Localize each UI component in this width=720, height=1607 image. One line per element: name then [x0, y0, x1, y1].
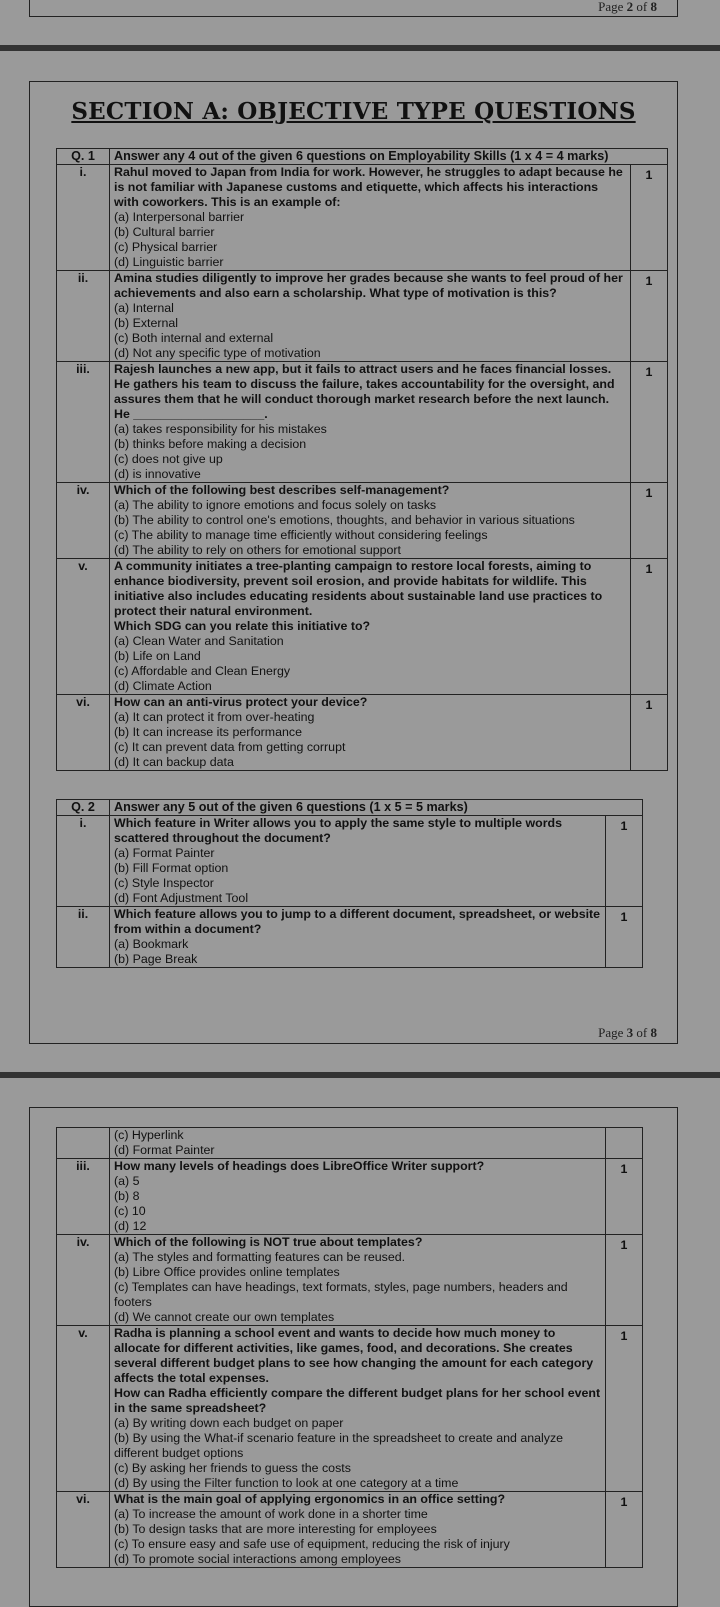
- option: (a) Clean Water and Sanitation: [114, 634, 284, 648]
- option: (d) Font Adjustment Tool: [114, 891, 249, 905]
- option: (a) By writing down each budget on paper: [114, 1416, 344, 1430]
- page-separator: [0, 45, 720, 51]
- question-text: Which of the following best describes self-management?: [114, 483, 450, 497]
- question-text: Rahul moved to Japan from India for work. However, he struggles to adapt because he is not familiar with Japanese customs and etiquette, which affects his interactions with coworkers. This is an example of:: [114, 165, 623, 209]
- marks: 1: [631, 483, 668, 559]
- option: (b) 8: [114, 1189, 140, 1203]
- question-text: How many levels of headings does LibreOffice Writer support?: [114, 1159, 485, 1173]
- option: (d) 12: [114, 1219, 147, 1233]
- question-body: [110, 1159, 606, 1235]
- option: (a) 5: [114, 1174, 140, 1188]
- option: (a) It can protect it from over-heating: [114, 710, 315, 724]
- question-body: [110, 695, 631, 771]
- marks: 1: [606, 1235, 643, 1326]
- option: (a) Internal: [114, 301, 174, 315]
- q2-continued-table: [56, 1127, 643, 1568]
- question-text: Which of the following is NOT true about templates?: [114, 1235, 423, 1249]
- q2-number: Q. 2: [57, 800, 110, 816]
- question-number: vi.: [57, 1492, 110, 1568]
- question-row: [57, 1235, 643, 1326]
- question-text: Amina studies diligently to improve her grades because she wants to feel proud of her achievements and also earn a scholarship. What type of motivation is this?: [114, 271, 623, 300]
- option: (c) The ability to manage time efficiently without considering feelings: [114, 528, 488, 542]
- marks: 1: [631, 362, 668, 483]
- marks: 1: [606, 1159, 643, 1235]
- option: (c) does not give up: [114, 452, 223, 466]
- option: (d) Format Painter: [114, 1143, 215, 1157]
- question-row: [57, 165, 668, 271]
- option: (d) Linguistic barrier: [114, 255, 224, 269]
- question-body: [110, 816, 606, 907]
- q2-header: Answer any 5 out of the given 6 questions (1 x 5 = 5 marks): [110, 800, 643, 816]
- option: (a) Bookmark: [114, 937, 189, 951]
- option: (c) Physical barrier: [114, 240, 218, 254]
- page-3: [29, 81, 678, 1044]
- option: (d) Climate Action: [114, 679, 212, 693]
- marks: 1: [606, 1326, 643, 1492]
- question-number: ii.: [57, 271, 110, 362]
- option: (b) Page Break: [114, 952, 198, 966]
- option: (b) It can increase its performance: [114, 725, 303, 739]
- option: (c) Style Inspector: [114, 876, 214, 890]
- option: (c) Hyperlink: [114, 1128, 184, 1142]
- question-row: [57, 1492, 643, 1568]
- marks: 1: [606, 907, 643, 968]
- q1-header: Answer any 4 out of the given 6 questions on Employability Skills (1 x 4 = 4 marks): [110, 149, 668, 165]
- q1-items: [57, 165, 668, 771]
- marks: 1: [606, 1492, 643, 1568]
- page-number-3: Page 3 of 8: [598, 1025, 657, 1040]
- option: (d) By using the Filter function to look at one category at a time: [114, 1476, 459, 1490]
- option: (b) The ability to control one's emotions, thoughts, and behavior in various situations: [114, 513, 575, 527]
- option: (a) The styles and formatting features can be reused.: [114, 1250, 406, 1264]
- question-body: [110, 165, 631, 271]
- question-number: iii.: [57, 362, 110, 483]
- option: (b) By using the What-if scenario feature in the spreadsheet to create and analyze different budget options: [114, 1431, 564, 1460]
- question-number: iv.: [57, 483, 110, 559]
- question-number: i.: [57, 816, 110, 907]
- option: (b) To design tasks that are more interesting for employees: [114, 1522, 437, 1536]
- page-number-2: Page 2 of 8: [598, 0, 657, 14]
- q1-header-row: [57, 149, 668, 165]
- q1-table: [56, 148, 668, 771]
- question-text: Which feature allows you to jump to a different document, spreadsheet, or website from within a document?: [114, 907, 601, 936]
- marks: 1: [631, 559, 668, 695]
- marks: 1: [631, 165, 668, 271]
- question-number: v.: [57, 1326, 110, 1492]
- question-body: [110, 907, 606, 968]
- q2-continued-options: [110, 1128, 606, 1159]
- option: (d) is innovative: [114, 467, 201, 481]
- question-number: ii.: [57, 907, 110, 968]
- question-number: v.: [57, 559, 110, 695]
- option: (a) To increase the amount of work done in a shorter time: [114, 1507, 428, 1521]
- question-row: [57, 1159, 643, 1235]
- question-row: [57, 559, 668, 695]
- question-body: [110, 1326, 606, 1492]
- marks: 1: [606, 816, 643, 907]
- question-number: vi.: [57, 695, 110, 771]
- option: (b) Fill Format option: [114, 861, 229, 875]
- q2-header-row: [57, 800, 643, 816]
- question-text: How can an anti-virus protect your device?: [114, 695, 368, 709]
- option: (c) Templates can have headings, text formats, styles, page numbers, headers and footers: [114, 1280, 568, 1309]
- question-body: [110, 1492, 606, 1568]
- question-number: iv.: [57, 1235, 110, 1326]
- question-text: Rajesh launches a new app, but it fails to attract users and he faces financial losses. He gathers his team to discuss the failure, takes accountability for the oversight, and assures them that he will conduct thorough market research before the next launch. He ___________________.: [114, 362, 615, 421]
- question-row: [57, 1326, 643, 1492]
- marks: 1: [631, 695, 668, 771]
- question-text: Which feature in Writer allows you to apply the same style to multiple words scattered throughout the document?: [114, 816, 562, 845]
- option: (a) Interpersonal barrier: [114, 210, 245, 224]
- question-body: [110, 1235, 606, 1326]
- option: (b) Cultural barrier: [114, 225, 215, 239]
- option: (d) We cannot create our own templates: [114, 1310, 335, 1324]
- question-text: A community initiates a tree-planting campaign to restore local forests, aiming to enhance biodiversity, prevent soil erosion, and provide habitats for wildlife. This initiative also includes educating residents about sustainable land use practices to protect their natural environment. Which SDG can you relate this initiative to?: [114, 559, 603, 633]
- option: (b) thinks before making a decision: [114, 437, 307, 451]
- question-text: Radha is planning a school event and wants to decide how much money to allocate for different activities, like games, food, and decorations. She creates several different budget plans to see how changing the amount for each category affects the total expenses. How can Radha efficiently compare the different budget plans for her school event in the same spreadsheet?: [114, 1326, 601, 1415]
- page-2-tail: [29, 0, 678, 17]
- question-number: iii.: [57, 1159, 110, 1235]
- option: (b) Life on Land: [114, 649, 201, 663]
- question-body: [110, 559, 631, 695]
- option: (b) Libre Office provides online templates: [114, 1265, 340, 1279]
- question-row: [57, 907, 643, 968]
- option: (d) To promote social interactions among employees: [114, 1552, 401, 1566]
- option: (a) The ability to ignore emotions and focus solely on tasks: [114, 498, 437, 512]
- q2-continued-row: [57, 1128, 643, 1159]
- option: (d) The ability to rely on others for emotional support: [114, 543, 401, 557]
- q2-items-page4: [57, 1159, 643, 1568]
- option: (d) Not any specific type of motivation: [114, 346, 321, 360]
- question-row: [57, 483, 668, 559]
- question-body: [110, 271, 631, 362]
- option: (d) It can backup data: [114, 755, 234, 769]
- option: (a) takes responsibility for his mistakes: [114, 422, 327, 436]
- option: (c) Affordable and Clean Energy: [114, 664, 291, 678]
- question-row: [57, 695, 668, 771]
- page-4: [29, 1107, 678, 1607]
- page-separator: [0, 1072, 720, 1078]
- question-row: [57, 271, 668, 362]
- q2-items-page3: [57, 816, 643, 968]
- question-body: [110, 362, 631, 483]
- option: (c) To ensure easy and safe use of equipment, reducing the risk of injury: [114, 1537, 510, 1551]
- q1-number: Q. 1: [57, 149, 110, 165]
- question-body: [110, 483, 631, 559]
- option: (a) Format Painter: [114, 846, 215, 860]
- question-text: What is the main goal of applying ergonomics in an office setting?: [114, 1492, 506, 1506]
- option: (b) External: [114, 316, 179, 330]
- option: (c) By asking her friends to guess the costs: [114, 1461, 351, 1475]
- option: (c) It can prevent data from getting corrupt: [114, 740, 346, 754]
- section-title: SECTION A: OBJECTIVE TYPE QUESTIONS: [71, 98, 636, 125]
- question-row: [57, 362, 668, 483]
- q2-table: [56, 799, 643, 968]
- option: (c) Both internal and external: [114, 331, 274, 345]
- question-row: [57, 816, 643, 907]
- marks: 1: [631, 271, 668, 362]
- option: (c) 10: [114, 1204, 146, 1218]
- question-number: i.: [57, 165, 110, 271]
